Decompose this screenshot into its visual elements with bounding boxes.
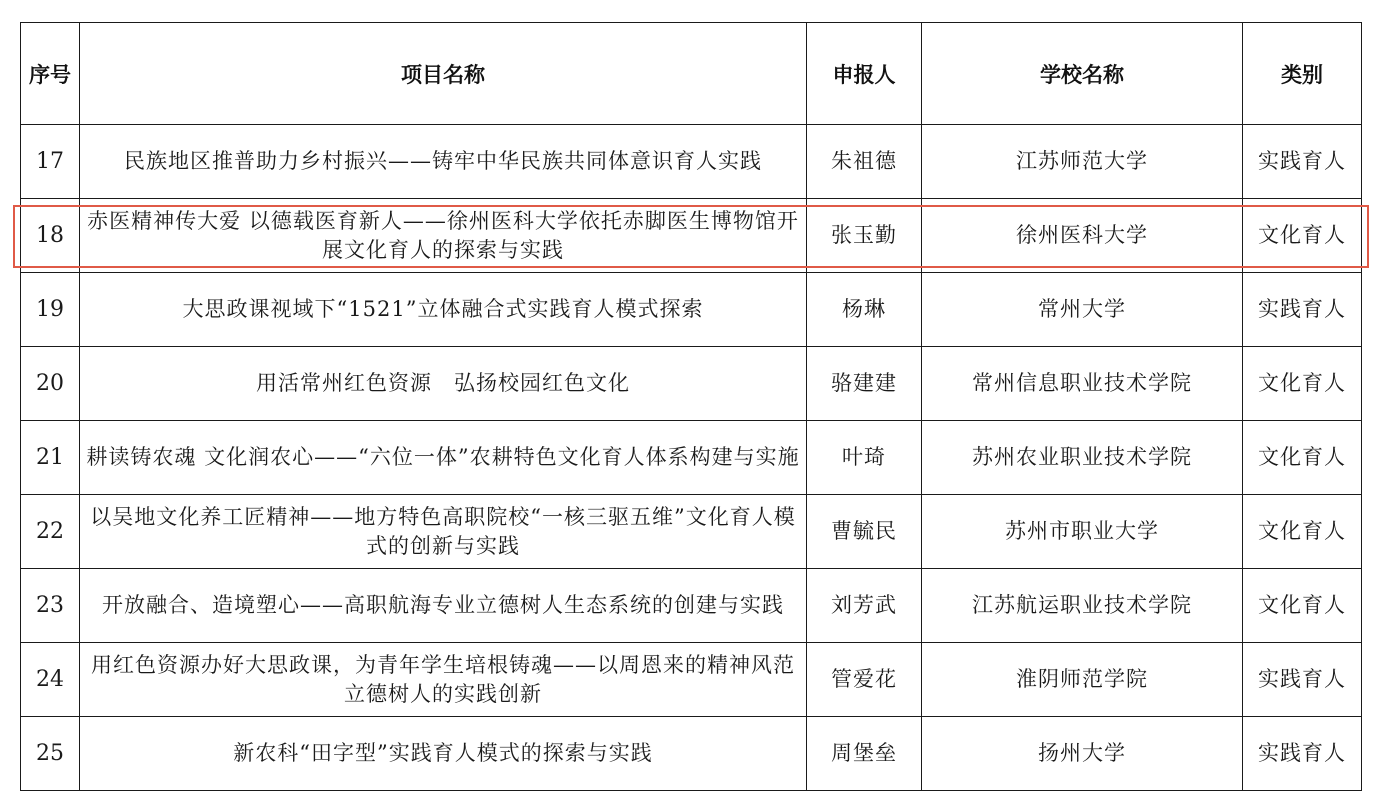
row-category: 文化育人 [1243,347,1362,421]
row-category: 文化育人 [1243,199,1362,273]
header-project-name: 项目名称 [80,23,807,125]
row-num: 20 [21,347,80,421]
row-school-name: 常州大学 [922,273,1243,347]
row-school-name: 淮阴师范学院 [922,643,1243,717]
row-school-name: 徐州医科大学 [922,199,1243,273]
row-num: 22 [21,495,80,569]
project-table [20,22,1362,791]
row-num: 21 [21,421,80,495]
row-num: 24 [21,643,80,717]
row-applicant: 管爱花 [807,643,922,717]
header-num: 序号 [21,23,80,125]
row-project-name: 耕读铸农魂 文化润农心——“六位一体”农耕特色文化育人体系构建与实施 [80,421,807,495]
row-num: 19 [21,273,80,347]
project-table-container [20,22,1361,791]
row-applicant: 叶琦 [807,421,922,495]
header-school-name: 学校名称 [922,23,1243,125]
table-row [21,643,1362,717]
row-category: 文化育人 [1243,421,1362,495]
table-row [21,717,1362,791]
table-header-row [21,23,1362,125]
row-category: 实践育人 [1243,273,1362,347]
row-num: 18 [21,199,80,273]
row-category: 文化育人 [1243,495,1362,569]
table-row-highlighted [21,199,1362,273]
row-applicant: 刘芳武 [807,569,922,643]
row-num: 17 [21,125,80,199]
row-applicant: 朱祖德 [807,125,922,199]
row-school-name: 常州信息职业技术学院 [922,347,1243,421]
table-row [21,125,1362,199]
row-applicant: 杨琳 [807,273,922,347]
row-project-name: 用红色资源办好大思政课，为青年学生培根铸魂——以周恩来的精神风范立德树人的实践创新 [80,643,807,717]
row-applicant: 曹毓民 [807,495,922,569]
row-applicant: 周堡垒 [807,717,922,791]
row-school-name: 江苏航运职业技术学院 [922,569,1243,643]
row-category: 文化育人 [1243,569,1362,643]
row-num: 25 [21,717,80,791]
table-row [21,273,1362,347]
row-category: 实践育人 [1243,643,1362,717]
row-school-name: 扬州大学 [922,717,1243,791]
row-project-name: 新农科“田字型”实践育人模式的探索与实践 [80,717,807,791]
table-row [21,495,1362,569]
row-school-name: 苏州市职业大学 [922,495,1243,569]
row-project-name: 赤医精神传大爱 以德载医育新人——徐州医科大学依托赤脚医生博物馆开展文化育人的探索与实践 [80,199,807,273]
row-category: 实践育人 [1243,125,1362,199]
row-school-name: 苏州农业职业技术学院 [922,421,1243,495]
row-project-name: 民族地区推普助力乡村振兴——铸牢中华民族共同体意识育人实践 [80,125,807,199]
row-project-name: 以吴地文化养工匠精神——地方特色高职院校“一核三驱五维”文化育人模式的创新与实践 [80,495,807,569]
row-num: 23 [21,569,80,643]
row-project-name: 开放融合、造境塑心——高职航海专业立德树人生态系统的创建与实践 [80,569,807,643]
header-category: 类别 [1243,23,1362,125]
row-school-name: 江苏师范大学 [922,125,1243,199]
table-row [21,347,1362,421]
row-applicant: 骆建建 [807,347,922,421]
table-row [21,421,1362,495]
row-project-name: 用活常州红色资源 弘扬校园红色文化 [80,347,807,421]
row-category: 实践育人 [1243,717,1362,791]
row-applicant: 张玉勤 [807,199,922,273]
row-project-name: 大思政课视域下“1521”立体融合式实践育人模式探索 [80,273,807,347]
table-row [21,569,1362,643]
header-applicant: 申报人 [807,23,922,125]
